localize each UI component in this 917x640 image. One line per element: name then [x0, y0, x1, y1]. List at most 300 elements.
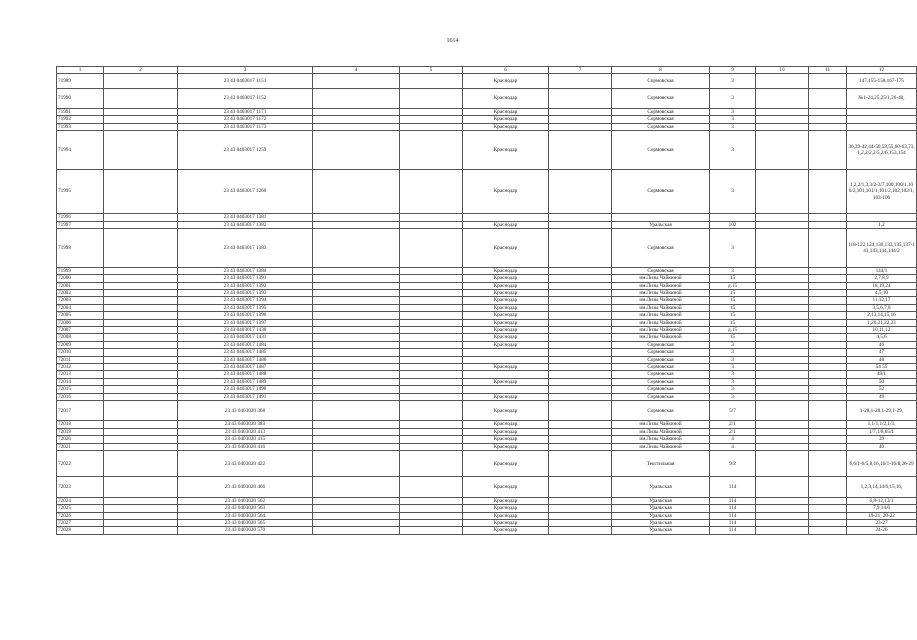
table-cell	[756, 221, 809, 228]
table-cell: Краснодар	[463, 527, 549, 534]
table-cell: 3	[710, 378, 756, 385]
table-cell: Сормовская	[612, 364, 710, 371]
table-cell: 23 43 0403020 422	[178, 451, 313, 477]
page-number: 1614	[446, 38, 459, 44]
table-row	[57, 512, 917, 519]
table-cell	[400, 386, 463, 393]
table-cell: 23 43 0403017 1393	[178, 290, 313, 297]
table-cell: 23 43 0403020 368	[178, 401, 313, 421]
table-cell	[549, 505, 612, 512]
table-cell: 4	[710, 436, 756, 443]
table-row	[57, 497, 917, 504]
table-cell: Сормовская	[612, 356, 710, 363]
table-cell: 15	[710, 304, 756, 311]
table-cell	[809, 356, 847, 363]
table-cell: 1,20,21,22,23	[847, 319, 917, 326]
table-cell: 72015	[57, 386, 104, 393]
table-cell: 2/1	[710, 421, 756, 428]
table-cell: Сормовская	[612, 393, 710, 400]
table-cell: 72016	[57, 393, 104, 400]
table-cell: 15	[710, 275, 756, 282]
table-cell: Текстильная	[612, 451, 710, 477]
table-cell	[104, 304, 178, 311]
table-cell: 72028	[57, 527, 104, 534]
table-cell	[104, 88, 178, 108]
table-cell	[313, 123, 400, 130]
table-cell: им.Лизы Чайкиной	[612, 334, 710, 341]
table-cell	[313, 74, 400, 88]
table-cell: 24-26	[847, 527, 917, 534]
table-cell	[549, 386, 612, 393]
table-cell	[809, 505, 847, 512]
table-cell	[400, 116, 463, 123]
table-cell: 23 43 0403017 1392	[178, 282, 313, 289]
table-cell	[756, 108, 809, 115]
table-cell: 23 43 0403017 1485	[178, 349, 313, 356]
table-cell: Сормовская	[612, 386, 710, 393]
table-cell: Краснодар	[463, 428, 549, 435]
table-cell: 3	[710, 131, 756, 170]
table-cell: 23 43 0403017 1395	[178, 304, 313, 311]
table-cell: Краснодар	[463, 443, 549, 450]
table-cell	[756, 527, 809, 534]
table-cell	[847, 214, 917, 221]
table-cell: 102	[710, 221, 756, 228]
table-cell: Сормовская	[612, 169, 710, 214]
table-cell	[809, 519, 847, 526]
table-cell	[104, 443, 178, 450]
table-cell	[549, 74, 612, 88]
table-cell: 72017	[57, 401, 104, 421]
table-cell	[847, 108, 917, 115]
table-cell	[549, 327, 612, 334]
table-cell: Уральская	[612, 512, 710, 519]
table-cell	[809, 436, 847, 443]
table-cell: Краснодар	[463, 512, 549, 519]
table-cell	[756, 297, 809, 304]
table-cell	[104, 386, 178, 393]
table-cell	[809, 319, 847, 326]
column-header: 8	[612, 67, 710, 74]
table-cell: 114	[710, 512, 756, 519]
table-cell	[400, 477, 463, 497]
table-cell: Краснодар	[463, 275, 549, 282]
table-cell: Сормовская	[612, 229, 710, 268]
table-cell: 3	[710, 74, 756, 88]
table-cell: 72019	[57, 428, 104, 435]
table-row	[57, 386, 917, 393]
table-cell	[400, 428, 463, 435]
table-cell	[549, 116, 612, 123]
table-cell	[809, 304, 847, 311]
table-cell	[756, 386, 809, 393]
table-cell	[809, 131, 847, 170]
table-cell: Краснодар	[463, 221, 549, 228]
table-row	[57, 428, 917, 435]
table-cell	[463, 371, 549, 378]
table-cell: им.Лизы Чайкиной	[612, 304, 710, 311]
table-cell	[313, 356, 400, 363]
table-row	[57, 88, 917, 108]
table-row	[57, 421, 917, 428]
table-cell: Краснодар	[463, 131, 549, 170]
table-cell: 23 43 0403017 1152	[178, 88, 313, 108]
table-cell: Краснодар	[463, 123, 549, 130]
table-cell	[400, 341, 463, 348]
table-cell: 72001	[57, 282, 104, 289]
table-cell: 52	[847, 386, 917, 393]
table-cell: им.Лизы Чайкиной	[612, 312, 710, 319]
table-cell	[104, 334, 178, 341]
table-row	[57, 436, 917, 443]
table-cell	[400, 169, 463, 214]
table-cell: 3	[710, 393, 756, 400]
table-cell: 23 43 0403020 466	[178, 477, 313, 497]
table-cell	[104, 123, 178, 130]
table-cell: 15	[710, 334, 756, 341]
table-cell	[104, 364, 178, 371]
table-cell	[549, 214, 612, 221]
table-cell: 4	[710, 443, 756, 450]
table-cell: 72023	[57, 477, 104, 497]
table-row	[57, 371, 917, 378]
table-cell: 4,5,6	[847, 334, 917, 341]
table-cell: Краснодар	[463, 116, 549, 123]
table-cell	[809, 421, 847, 428]
table-cell	[756, 267, 809, 274]
table-cell	[313, 319, 400, 326]
table-cell: 72007	[57, 327, 104, 334]
table-cell	[400, 88, 463, 108]
table-cell	[104, 393, 178, 400]
table-cell	[549, 477, 612, 497]
table-cell	[756, 88, 809, 108]
table-cell: 147,155-158,167-175	[847, 74, 917, 88]
table-cell: 23 43 0403020 413	[178, 428, 313, 435]
table-cell: 3	[710, 169, 756, 214]
table-cell	[400, 378, 463, 385]
table-row	[57, 169, 917, 214]
table-cell	[104, 371, 178, 378]
table-cell	[400, 214, 463, 221]
table-cell	[313, 512, 400, 519]
table-row	[57, 378, 917, 385]
table-cell: 5/7	[710, 401, 756, 421]
table-cell	[756, 169, 809, 214]
table-row	[57, 229, 917, 268]
table-row	[57, 341, 917, 348]
table-cell: 23 43 0403017 1172	[178, 116, 313, 123]
table-cell	[104, 290, 178, 297]
table-cell	[104, 356, 178, 363]
table-cell: 72005	[57, 312, 104, 319]
table-cell: Сормовская	[612, 123, 710, 130]
table-cell: 71993	[57, 123, 104, 130]
table-cell	[400, 267, 463, 274]
table-cell: 71990	[57, 88, 104, 108]
table-cell	[756, 116, 809, 123]
table-cell	[847, 123, 917, 130]
table-cell: 15	[710, 319, 756, 326]
table-cell: 23 43 0403017 1382	[178, 221, 313, 228]
table-cell	[549, 356, 612, 363]
table-row	[57, 451, 917, 477]
table-cell: 23 43 0403017 1490	[178, 386, 313, 393]
table-cell: Сормовская	[612, 88, 710, 108]
table-cell: 3,5,6,7,8	[847, 304, 917, 311]
table-cell	[313, 88, 400, 108]
table-cell	[612, 214, 710, 221]
table-cell	[809, 527, 847, 534]
table-cell: 23-27	[847, 519, 917, 526]
table-cell: Краснодар	[463, 267, 549, 274]
table-cell	[756, 214, 809, 221]
table-cell	[549, 334, 612, 341]
table-cell	[809, 371, 847, 378]
table-cell: Сормовская	[612, 349, 710, 356]
table-cell: 114	[710, 527, 756, 534]
table-cell	[756, 327, 809, 334]
table-cell: 114	[710, 497, 756, 504]
table-cell: 3	[710, 108, 756, 115]
table-cell	[400, 297, 463, 304]
registry-table	[56, 66, 917, 535]
table-cell	[400, 401, 463, 421]
table-cell	[400, 327, 463, 334]
column-header: 11	[809, 67, 847, 74]
table-cell	[756, 512, 809, 519]
table-cell: Краснодар	[463, 304, 549, 311]
table-cell	[756, 275, 809, 282]
table-cell	[104, 421, 178, 428]
table-cell: 39	[847, 436, 917, 443]
table-row	[57, 131, 917, 170]
table-cell	[809, 221, 847, 228]
table-cell: им.Лизы Чайкиной	[612, 282, 710, 289]
table-cell	[104, 436, 178, 443]
table-cell	[313, 401, 400, 421]
table-cell: Сормовская	[612, 341, 710, 348]
table-cell: 23 43 0403017 1487	[178, 364, 313, 371]
table-cell	[756, 334, 809, 341]
table-cell	[809, 341, 847, 348]
table-cell: Уральская	[612, 497, 710, 504]
table-cell: 23 43 0403017 1384	[178, 267, 313, 274]
column-header: 2	[104, 67, 178, 74]
table-cell: Сормовская	[612, 267, 710, 274]
table-cell	[313, 497, 400, 504]
table-cell: 71994	[57, 131, 104, 170]
table-cell: Краснодар	[463, 393, 549, 400]
table-cell	[809, 275, 847, 282]
table-cell	[104, 116, 178, 123]
table-cell: 23 43 0403020 565	[178, 519, 313, 526]
table-cell: 15	[710, 297, 756, 304]
table-cell	[400, 512, 463, 519]
column-header: 7	[549, 67, 612, 74]
table-cell	[313, 116, 400, 123]
table-cell	[313, 364, 400, 371]
table-cell	[756, 131, 809, 170]
table-cell: 6,8-12,13/1	[847, 497, 917, 504]
table-cell	[809, 349, 847, 356]
table-cell: 1,2,3,14,14/6,15,16,	[847, 477, 917, 497]
table-cell: 2/1	[710, 428, 756, 435]
table-cell	[756, 364, 809, 371]
table-cell	[809, 88, 847, 108]
table-cell	[400, 421, 463, 428]
table-cell: 3	[710, 88, 756, 108]
table-cell	[809, 451, 847, 477]
table-cell	[549, 436, 612, 443]
table-cell	[756, 356, 809, 363]
table-cell: 9/2	[710, 451, 756, 477]
table-cell: 72008	[57, 334, 104, 341]
table-row	[57, 505, 917, 512]
table-cell: 72014	[57, 378, 104, 385]
table-cell	[809, 282, 847, 289]
table-cell: 72018	[57, 421, 104, 428]
table-cell: 144/1	[847, 267, 917, 274]
table-cell: 3	[710, 123, 756, 130]
table-cell	[104, 497, 178, 504]
table-cell	[313, 428, 400, 435]
table-cell	[809, 312, 847, 319]
table-cell: 23 43 0403017 1484	[178, 341, 313, 348]
table-cell: 23 43 0403017 1431	[178, 334, 313, 341]
table-cell: 23 43 0403020 383	[178, 421, 313, 428]
table-cell	[104, 341, 178, 348]
table-cell: 23 43 0403017 1397	[178, 319, 313, 326]
table-cell: 72013	[57, 371, 104, 378]
table-cell: 49	[847, 393, 917, 400]
table-cell: 15	[710, 290, 756, 297]
table-cell: Краснодар	[463, 74, 549, 88]
table-cell: 23 43 0403020 564	[178, 512, 313, 519]
table-cell: им.Лизы Чайкиной	[612, 428, 710, 435]
table-cell: Краснодар	[463, 327, 549, 334]
table-cell: 72025	[57, 505, 104, 512]
table-cell	[756, 229, 809, 268]
table-cell: им.Лизы Чайкиной	[612, 319, 710, 326]
table-cell: Краснодар	[463, 497, 549, 504]
table-cell	[756, 341, 809, 348]
table-cell	[313, 169, 400, 214]
table-cell	[756, 282, 809, 289]
table-cell: Краснодар	[463, 88, 549, 108]
table-cell	[104, 214, 178, 221]
table-cell: 1/7,1/8,65/1	[847, 428, 917, 435]
table-cell: Уральская	[612, 221, 710, 228]
table-cell: 23 43 0403017 1394	[178, 297, 313, 304]
table-row	[57, 519, 917, 526]
table-cell	[313, 327, 400, 334]
table-cell	[400, 393, 463, 400]
table-cell	[549, 290, 612, 297]
table-cell: 3	[710, 364, 756, 371]
table-cell	[104, 451, 178, 477]
table-row	[57, 401, 917, 421]
table-cell: Краснодар	[463, 282, 549, 289]
table-cell	[400, 312, 463, 319]
table-cell	[809, 393, 847, 400]
table-cell	[809, 364, 847, 371]
table-cell	[756, 436, 809, 443]
table-cell	[313, 436, 400, 443]
table-cell	[104, 108, 178, 115]
table-cell	[104, 275, 178, 282]
table-cell: 23 43 0403017 1488	[178, 371, 313, 378]
table-cell	[400, 74, 463, 88]
table-cell	[400, 229, 463, 268]
table-row	[57, 297, 917, 304]
table-cell: 23 43 0403020 562	[178, 497, 313, 504]
table-cell: 23 43 0403017 1491	[178, 393, 313, 400]
table-cell	[313, 131, 400, 170]
table-cell	[104, 221, 178, 228]
table-cell: Краснодар	[463, 334, 549, 341]
table-cell: д.15	[710, 327, 756, 334]
table-cell: 3	[710, 116, 756, 123]
table-cell	[549, 341, 612, 348]
table-cell: Краснодар	[463, 312, 549, 319]
table-cell	[549, 519, 612, 526]
table-cell	[756, 371, 809, 378]
table-cell	[756, 401, 809, 421]
table-cell	[400, 131, 463, 170]
table-cell	[313, 304, 400, 311]
table-cell	[756, 393, 809, 400]
table-cell	[400, 290, 463, 297]
table-cell	[400, 282, 463, 289]
table-cell	[104, 512, 178, 519]
table-row	[57, 74, 917, 88]
table-cell	[549, 428, 612, 435]
table-cell: Сормовская	[612, 371, 710, 378]
table-cell: 72012	[57, 364, 104, 371]
table-cell	[549, 123, 612, 130]
table-cell: Краснодар	[463, 421, 549, 428]
table-cell: 72004	[57, 304, 104, 311]
table-cell: 114	[710, 477, 756, 497]
table-cell	[313, 267, 400, 274]
table-row	[57, 356, 917, 363]
table-cell	[549, 421, 612, 428]
table-row	[57, 282, 917, 289]
table-cell: 72006	[57, 319, 104, 326]
table-cell: Краснодар	[463, 401, 549, 421]
column-header: 3	[178, 67, 313, 74]
table-cell: 23 43 0403017 1173	[178, 123, 313, 130]
table-cell: 23 43 0403020 415	[178, 436, 313, 443]
table-cell	[400, 275, 463, 282]
header-row	[57, 67, 917, 74]
table-cell: 15	[710, 312, 756, 319]
table-cell	[313, 214, 400, 221]
table-cell: 23 43 0403020 416	[178, 443, 313, 450]
table-cell	[549, 131, 612, 170]
table-cell: 23 43 0403017 1396	[178, 312, 313, 319]
table-cell: Сормовская	[612, 378, 710, 385]
table-cell: Краснодар	[463, 477, 549, 497]
table-cell	[549, 88, 612, 108]
table-cell	[313, 527, 400, 534]
table-cell	[104, 169, 178, 214]
table-cell: им.Лизы Чайкиной	[612, 443, 710, 450]
table-cell: 72020	[57, 436, 104, 443]
table-cell: 72026	[57, 512, 104, 519]
table-cell: им.Лизы Чайкиной	[612, 327, 710, 334]
